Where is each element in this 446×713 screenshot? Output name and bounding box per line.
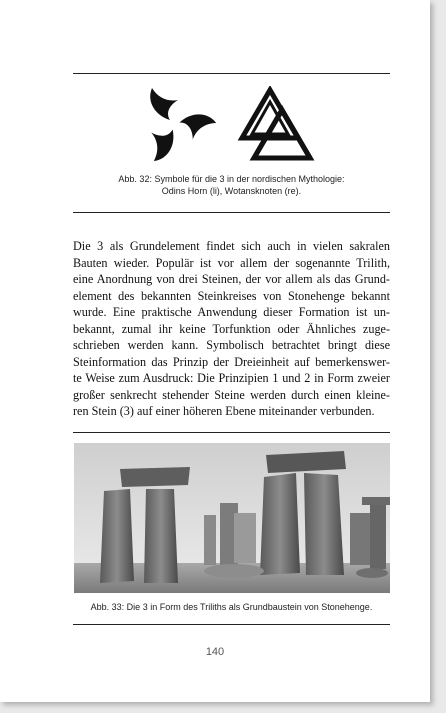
figure-32-caption: [73, 173, 390, 197]
top-rule: [73, 73, 390, 74]
body-line: element des bekannten Steinkreises von Stonehenge bekannt: [73, 288, 390, 303]
valknut-icon: [242, 90, 310, 158]
body-line: te Weise zum Ausdruck: Die Prinzipien 1 und 2 in Form zweier: [73, 371, 390, 385]
page-number: 140: [205, 646, 225, 658]
body-line: bekannt, zumal ihr keine Torfunktion oder Ähnliches zuge-: [73, 321, 390, 336]
body-line: Steinformation das Prinzip der Dreieinheit auf bemerkenswer-: [73, 354, 390, 369]
figure-32-caption-line2: Odins Horn (li), Wotansknoten (re).: [161, 186, 302, 196]
triple-horn-icon: [141, 88, 217, 162]
body-line: eine Anordnung von drei Steinen, der vor allem als das Grund-: [73, 272, 390, 286]
body-line: Die 3 als Grundelement findet sich auch in vielen sakralen: [73, 239, 390, 253]
body-line: ren Stein (3) auf einer höheren Ebene miteinander verbunden.: [73, 404, 375, 418]
figure-33-caption: Abb. 33: Die 3 in Form des Triliths als Grundbaustein von Stonehenge.: [90, 602, 373, 612]
body-paragraph: [73, 238, 390, 420]
figure-33-top-rule: [73, 432, 390, 433]
stonehenge-photo: [74, 443, 390, 593]
body-line: großer senkrecht stehender Steine werden durch einen kleine-: [73, 387, 390, 402]
bottom-rule: [73, 624, 390, 625]
body-line: Bauten wieder. Populär ist vor allem der sogenannte Trilith,: [73, 255, 390, 270]
figure-32-bottom-rule: [73, 212, 390, 213]
body-line: wurde. Eine praktische Anwendung dieser Formation ist un-: [73, 305, 390, 319]
figure-32-caption-line1: Abb. 32: Symbole für die 3 in der nordischen Mythologie:: [118, 174, 345, 184]
body-line: schrieben werden kann. Symbolisch betrachtet bringt diese: [73, 338, 390, 352]
figure-32-symbols: [138, 86, 328, 162]
